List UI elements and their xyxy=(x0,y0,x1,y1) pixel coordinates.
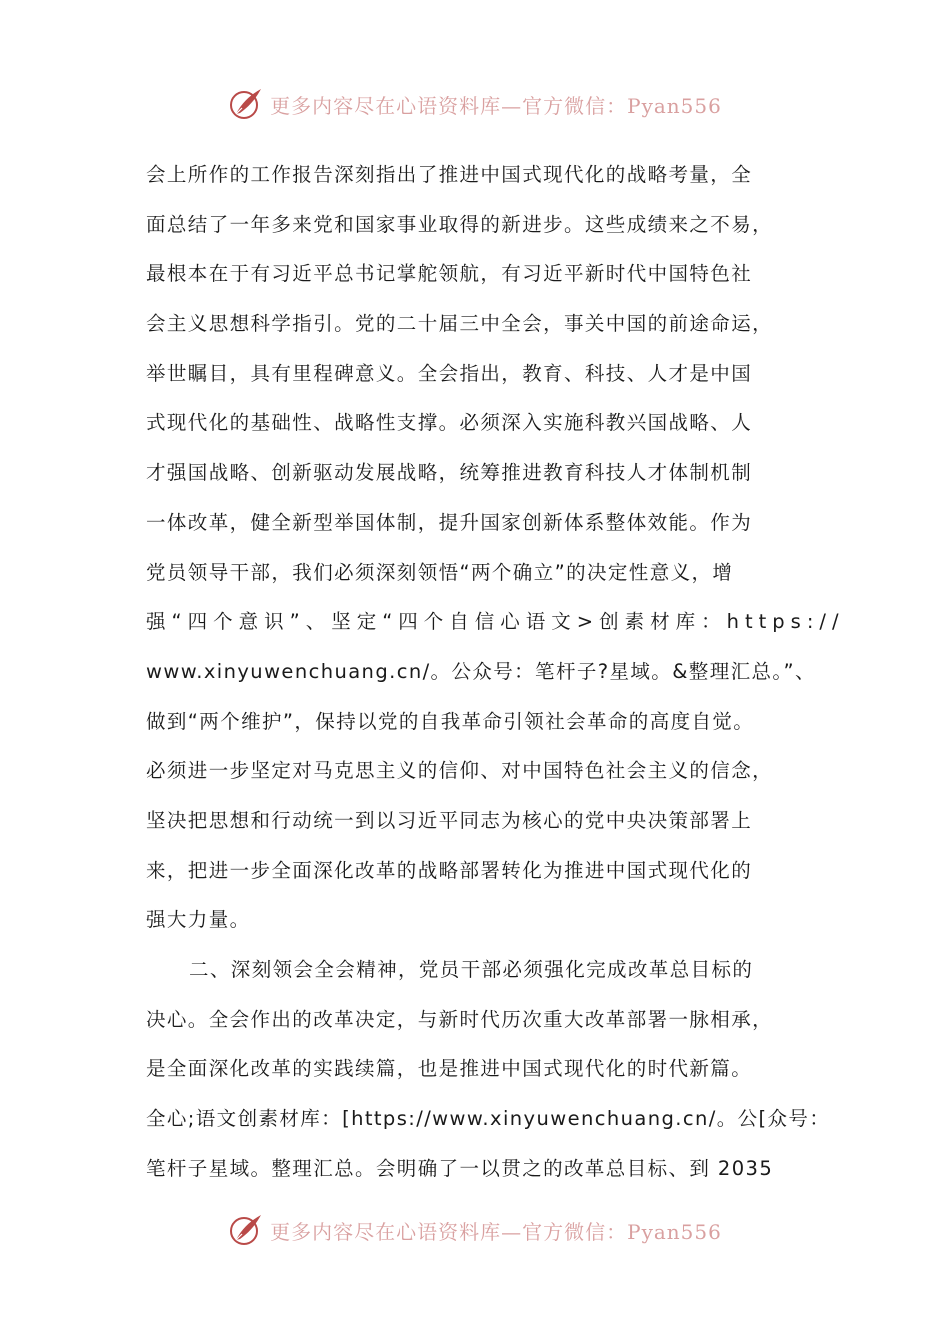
header-banner xyxy=(0,84,950,124)
text-line: 来，把进一步全面深化改革的战略部署转化为推进中国式现代化的 xyxy=(146,858,753,882)
footer-banner-text: 更多内容尽在心语资料库—官方微信：Pyan556 xyxy=(270,1219,722,1244)
text-line: 会主义思想科学指引。党的二十届三中全会，事关中国的前途命运， xyxy=(146,312,774,336)
text-line: 必须进一步坚定对马克思主义的信仰、对中国特色社会主义的信念， xyxy=(146,759,774,783)
text-line: 笔杆子星域。整理汇总。会明确了一以贯之的改革总目标、到 2035 xyxy=(146,1156,774,1180)
text-line: 强大力量。 xyxy=(146,908,251,932)
quill-logo-icon xyxy=(228,1212,264,1248)
text-line: 党员领导干部，我们必须深刻领悟“两个确立”的决定性意义，增 xyxy=(146,560,734,584)
quill-logo-icon xyxy=(228,86,264,122)
text-line: 才强国战略、创新驱动发展战略，统筹推进教育科技人才体制机制 xyxy=(146,461,753,485)
text-line: 会上所作的工作报告深刻指出了推进中国式现代化的战略考量，全 xyxy=(146,163,753,186)
text-line: 面总结了一年多来党和国家事业取得的新进步。这些成绩来之不易， xyxy=(146,212,774,236)
text-line: 强“四个意识”、坚定“四个自信心语文>创素材库：https:// xyxy=(146,610,845,634)
footer-banner xyxy=(0,1210,950,1250)
text-line: 一体改革，健全新型举国体制，提升国家创新体系整体效能。作为 xyxy=(146,510,753,534)
text-line: 决心。全会作出的改革决定，与新时代历次重大改革部署一脉相承， xyxy=(146,1007,774,1031)
text-line: 是全面深化改革的实践续篇，也是推进中国式现代化的时代新篇。 xyxy=(146,1057,753,1081)
text-line: 式现代化的基础性、战略性支撑。必须深入实施科教兴国战略、人 xyxy=(146,411,753,435)
text-line: 二、深刻领会全会精神，党员干部必须强化完成改革总目标的 xyxy=(189,958,754,981)
text-line: www.xinyuwenchuang.cn/。公众号：笔杆子?星域。&整理汇总。”、 xyxy=(146,659,816,683)
text-line: 全心;语文创素材库：[https://www.xinyuwenchuang.cn/。公[众号： xyxy=(146,1107,831,1131)
text-line: 做到“两个维护”，保持以党的自我革命引领社会革命的高度自觉。 xyxy=(146,709,755,733)
header-banner-text: 更多内容尽在心语资料库—官方微信：Pyan556 xyxy=(270,93,722,118)
text-line: 坚决把思想和行动统一到以习近平同志为核心的党中央决策部署上 xyxy=(146,808,753,832)
text-line: 举世瞩目，具有里程碑意义。全会指出，教育、科技、人才是中国 xyxy=(146,361,753,385)
text-line: 最根本在于有习近平总书记掌舵领航，有习近平新时代中国特色社 xyxy=(146,262,753,286)
body-text xyxy=(146,150,845,1193)
